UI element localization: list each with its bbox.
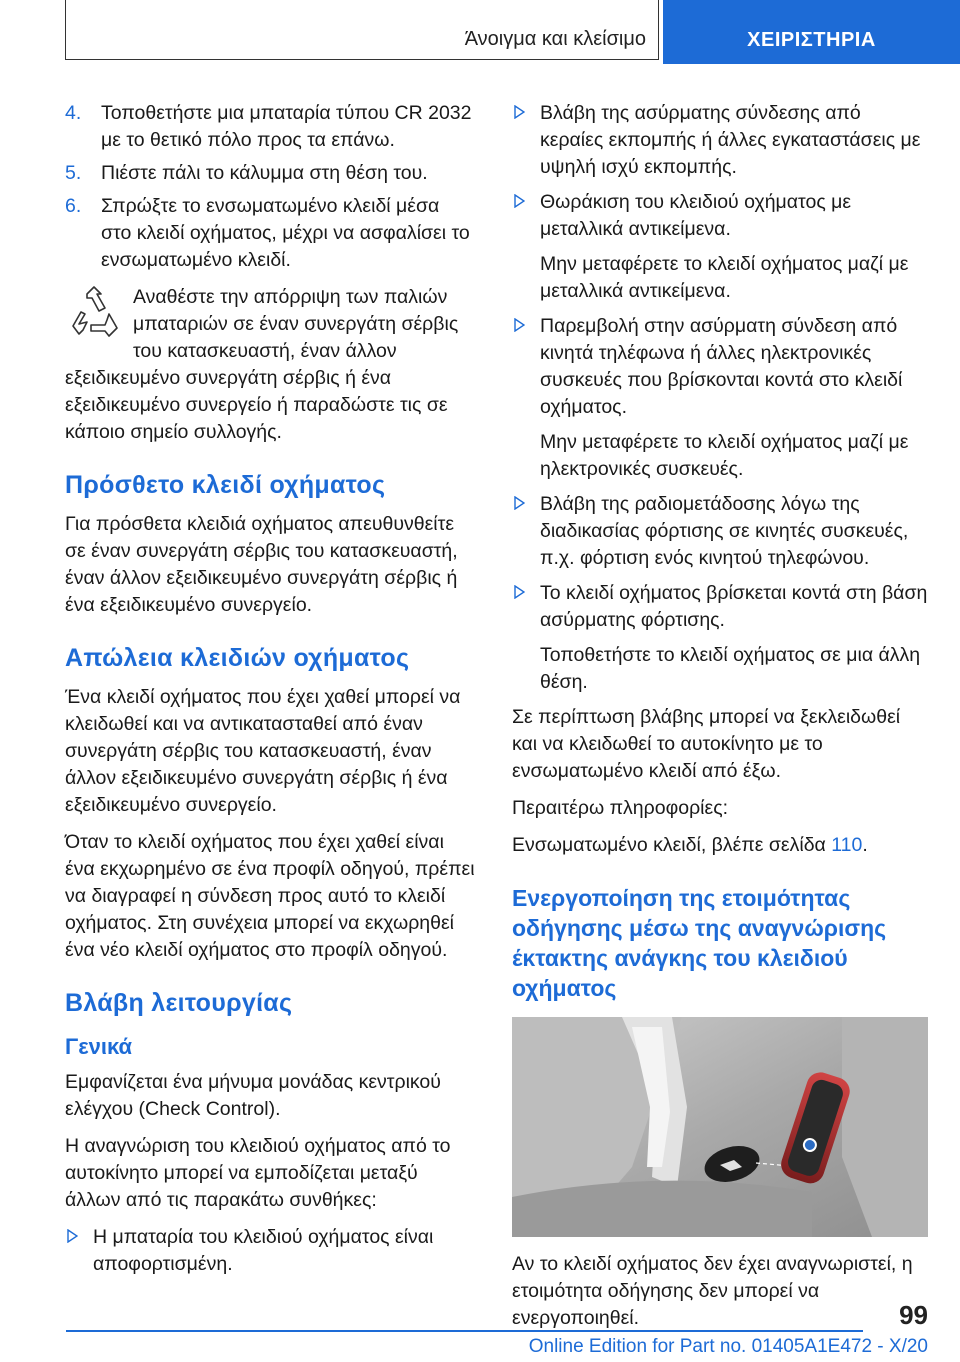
paragraph-locked: Σε περίπτωση βλάβης μπορεί να ξεκλειδωθεί και να κλειδωθεί το αυτοκίνητο με το ενσωματωμένο κλειδί από έξω. [512,706,901,782]
bullet-item [65,1224,475,1278]
triangle-bullet-icon [514,105,525,119]
reference-text: Ενσωματωμένο κλειδί, βλέπε σελίδα [512,834,832,856]
step-item [65,160,475,187]
heading-general: Γενικά [65,1034,133,1059]
step-text: Πιέστε πάλι το κάλυμμα στη θέση του. [101,162,428,184]
triangle-bullet-icon [514,194,525,208]
paragraph-key-loss-1: Ένα κλειδί οχήματος που έχει χαθεί μπορεί να κλειδωθεί και να αντικατασταθεί από έναν συνεργάτη σέρβις του κατασκευαστή, έναν άλλον εξειδικευμένο συνεργάτη σέρβις ή ένα εξειδικευμένο συνεργείο. [65,686,461,816]
bullet-item [512,189,928,243]
bullet-text: Παρεμβολή στην ασύρματη σύνδεση από κινητά τηλέφωνα ή άλλες ηλεκτρονικές συσκευές που βρίσκονται κοντά στο κλειδί οχήματος. [540,315,903,418]
bullet-subtext: Μην μεταφέρετε το κλειδί οχήματος μαζί με μεταλλικά αντικείμενα. [540,253,909,302]
bullet-subtext: Τοποθετήστε το κλειδί οχήματος σε μια άλλη θέση. [540,644,921,693]
page-header [0,0,960,66]
bullet-text: Το κλειδί οχήματος βρίσκεται κοντά στη βάση ασύρματης φόρτισης. [540,582,928,631]
page-number: 99 [899,1300,928,1330]
triangle-bullet-icon [67,1229,78,1243]
bullet-subtext: Μην μεταφέρετε το κλειδί οχήματος μαζί με ηλεκτρονικές συσκευές. [540,431,909,480]
paragraph-emergency: Αν το κλειδί οχήματος δεν έχει αναγνωριστεί, η ετοιμότητα οδήγησης δεν μπορεί να ενεργοποιηθεί. [512,1253,913,1329]
bullet-item [512,580,928,634]
recycle-icon [65,284,123,340]
recycle-note-text: Αναθέστε την απόρριψη των παλιών μπαταριών σε έναν συνεργάτη σέρβις του κατασκευαστή, έναν άλλον εξειδικευμένο συνεργάτη σέρβις ή ένα εξειδικευμένο συνεργείο ή παραδώστε τις σε κάποιο σημείο συλλογής. [65,286,459,443]
step-number: 6. [65,195,82,217]
bullet-item [512,100,928,181]
section-header-box [65,0,659,60]
paragraph-general-2: Η αναγνώριση του κλειδιού οχήματος από το αυτοκίνητο μπορεί να εμποδίζεται μεταξύ άλλων από τις παρακάτω συνθήκες: [65,1135,451,1211]
paragraph-reference [512,832,928,859]
section-title: Άνοιγμα και κλείσιμο [464,28,646,50]
triangle-bullet-icon [514,318,525,332]
step-text: Τοποθετήστε μια μπαταρία τύπου CR 2032 με το θετικό πόλο προς τα επάνω. [101,102,472,151]
edition-note: Online Edition for Part no. 01405A1E472 - X/20 [528,1336,928,1357]
bullet-text: Θωράκιση του κλειδιού οχήματος με μεταλλικά αντικείμενα. [540,191,852,240]
step-number: 4. [65,102,82,124]
chapter-tab[interactable] [663,0,960,64]
recycle-note [65,284,475,446]
step-item [65,100,475,154]
paragraph-general-1: Εμφανίζεται ένα μήνυμα μονάδας κεντρικού ελέγχου (Check Control). [65,1071,441,1120]
bullet-text: Βλάβη της ασύρματης σύνδεσης από κεραίες εκπομπής ή άλλες εγκαταστάσεις με υψηλή ισχύ εκπομπής. [540,102,921,178]
paragraph-more-info: Περαιτέρω πληροφορίες: [512,797,729,819]
paragraph-additional-key: Για πρόσθετα κλειδιά οχήματος απευθυνθείτε σε έναν συνεργάτη σέρβις του κατασκευαστή, έναν άλλον εξειδικευμένο συνεργάτη σέρβις ή ένα εξειδικευμένο συνεργείο. [65,513,458,616]
chapter-tab-label: ΧΕΙΡΙΣΤΗΡΙΑ [747,29,876,51]
heading-key-loss: Απώλεια κλειδιών οχήματος [65,644,410,672]
step-item [65,193,475,274]
step-number: 5. [65,162,82,184]
bullet-item [512,491,928,572]
heading-malfunction: Βλάβη λειτουργίας [65,989,293,1017]
paragraph-key-loss-2: Όταν το κλειδί οχήματος που έχει χαθεί είναι ένα εκχωρημένο σε ένα προφίλ οδηγού, πρέπει να διαγραφεί η σύνδεση προς αυτό το κλειδί οχήματος. Στη συνέχεια μπορεί να εκχωρηθεί ένα νέο κλειδί οχήματος στο προφίλ οδηγού. [65,831,475,961]
heading-additional-key: Πρόσθετο κλειδί οχήματος [65,471,386,499]
step-text: Σπρώξτε το ενσωματωμένο κλειδί μέσα στο κλειδί οχήματος, μέχρι να ασφαλίσει το ενσωματωμένο κλειδί. [101,195,470,271]
footer-divider [66,1330,863,1332]
left-column [65,100,475,1286]
heading-emergency-detection: Ενεργοποίηση της ετοιμότητας οδήγησης μέσω της αναγνώρισης έκτακτης ανάγκης του κλειδιού οχήματος [512,885,887,1001]
triangle-bullet-icon [514,585,525,599]
bullet-text: Η μπαταρία του κλειδιού οχήματος είναι αποφορτισμένη. [93,1226,434,1275]
triangle-bullet-icon [514,496,525,510]
key-detection-photo [512,1017,928,1237]
page-link[interactable]: 110 [831,834,863,856]
bullet-item [512,313,928,421]
bullet-text: Βλάβη της ραδιομετάδοσης λόγω της διαδικασίας φόρτισης σε κινητές συσκευές, π.χ. φόρτιση ενός κινητού τηλεφώνου. [540,493,909,569]
reference-suffix: . [862,834,868,856]
right-column [512,100,928,1342]
